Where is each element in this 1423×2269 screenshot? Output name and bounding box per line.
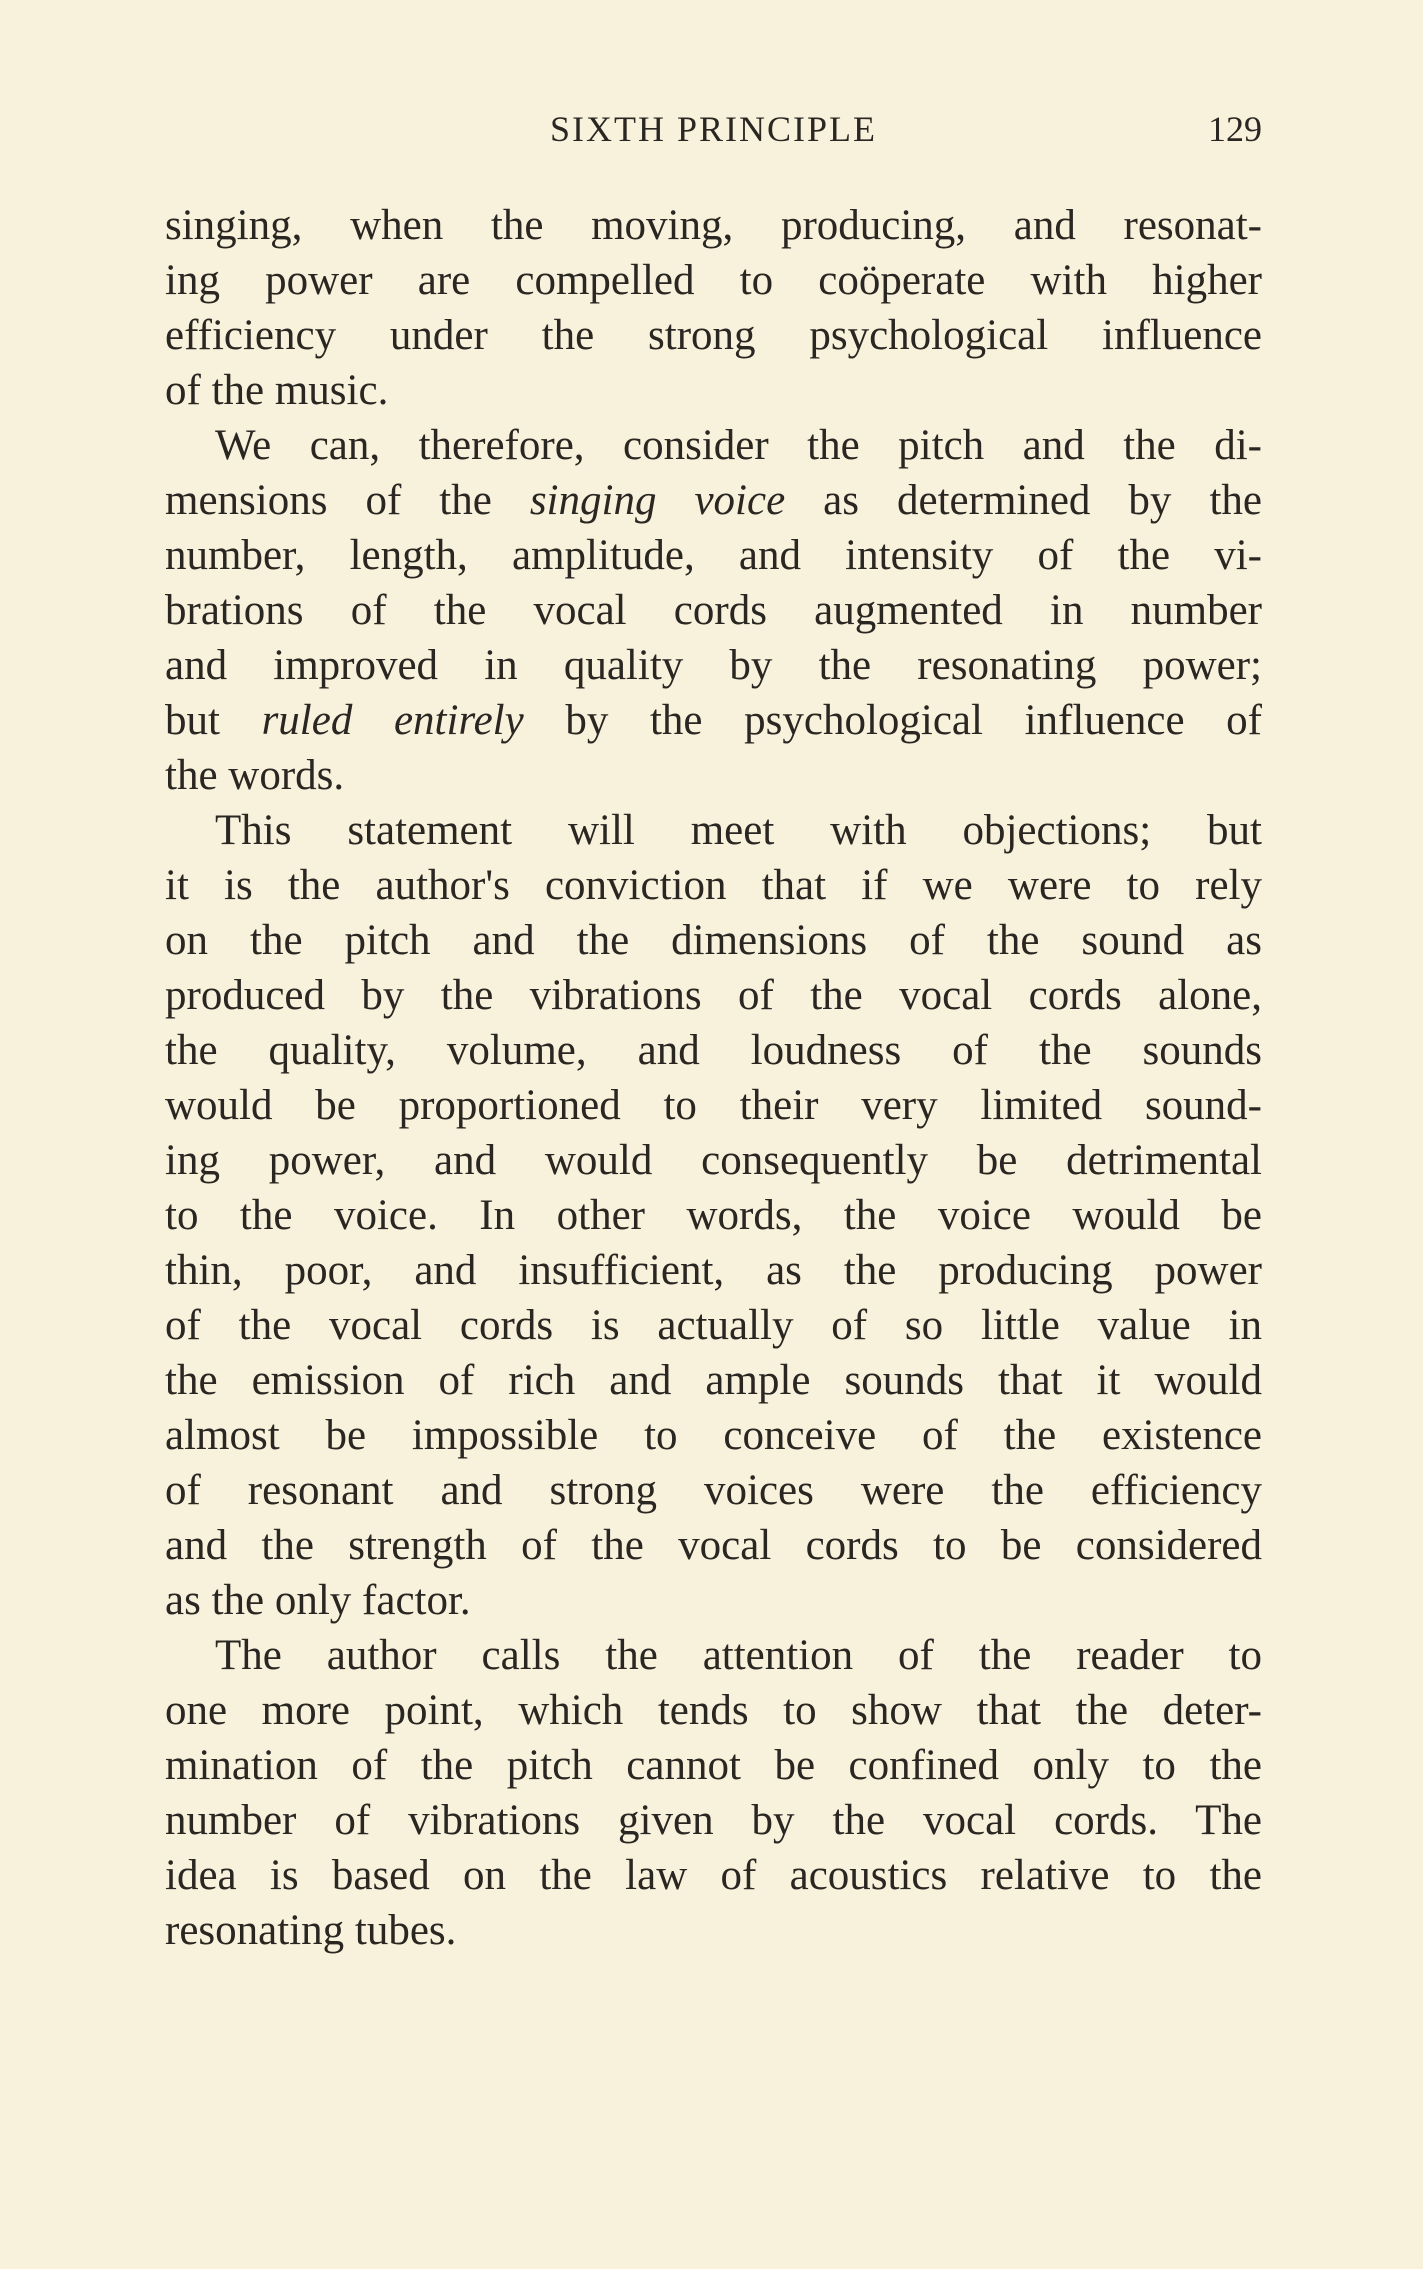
text-line: of resonant and strong voices were the efficiency: [165, 1467, 1262, 1514]
text-line: We can, therefore, consider the pitch and the di-: [215, 422, 1262, 469]
text-line: to the voice. In other words, the voice would be: [165, 1192, 1262, 1239]
text-line: [165, 473, 1262, 528]
text-line: [165, 693, 1262, 748]
text-line: the quality, volume, and loudness of the sounds: [165, 1027, 1262, 1074]
paragraph-1: [165, 198, 1262, 418]
text-line: of the vocal cords is actually of so little value in: [165, 1302, 1262, 1349]
text-line: one more point, which tends to show that the deter-: [165, 1687, 1262, 1734]
text-run: mensions of the: [165, 477, 530, 524]
text-line: it is the author's conviction that if we were to rely: [165, 862, 1262, 909]
text-line: number of vibrations given by the vocal cords. The: [165, 1797, 1262, 1844]
text-line: the emission of rich and ample sounds that it would: [165, 1357, 1262, 1404]
text-line: ing power, and would consequently be detrimental: [165, 1137, 1262, 1184]
text-line: the words.: [165, 752, 345, 799]
paragraph-3: [165, 803, 1262, 1628]
text-line: efficiency under the strong psychological influence: [165, 312, 1262, 359]
text-line: would be proportioned to their very limited sound-: [165, 1082, 1262, 1129]
text-line: and the strength of the vocal cords to be considered: [165, 1522, 1262, 1569]
text-line: This statement will meet with objections; but: [215, 807, 1262, 854]
text-line: on the pitch and the dimensions of the sound as: [165, 917, 1262, 964]
text-run: by the psychological influence of: [523, 697, 1262, 744]
page-number: 129: [1208, 109, 1262, 149]
text-run: but: [165, 697, 262, 744]
paragraph-2: [165, 418, 1262, 803]
text-line: brations of the vocal cords augmented in number: [165, 587, 1262, 634]
text-line: idea is based on the law of acoustics relative to the: [165, 1852, 1262, 1899]
text-line: singing, when the moving, producing, and resonat-: [165, 202, 1262, 249]
running-head: [165, 104, 1262, 154]
text-line: of the music.: [165, 367, 389, 414]
text-line: resonating tubes.: [165, 1907, 457, 1954]
text-line: thin, poor, and insufficient, as the producing power: [165, 1247, 1262, 1294]
text-line: ing power are compelled to coöperate with higher: [165, 257, 1262, 304]
running-title: SIXTH PRINCIPLE: [549, 109, 878, 149]
text-run: as determined by the: [785, 477, 1262, 524]
paragraph-4: [165, 1628, 1262, 1958]
text-line: as the only factor.: [165, 1577, 471, 1624]
text-line: mination of the pitch cannot be confined only to the: [165, 1742, 1262, 1789]
text-line: produced by the vibrations of the vocal cords alone,: [165, 972, 1262, 1019]
italic-term: ruled entirely: [261, 697, 524, 744]
text-line: number, length, amplitude, and intensity of the vi-: [165, 532, 1262, 579]
text-line: almost be impossible to conceive of the existence: [165, 1412, 1262, 1459]
text-line: and improved in quality by the resonating power;: [165, 642, 1262, 689]
italic-term: singing voice: [529, 477, 786, 524]
body-text: [165, 198, 1262, 1958]
text-line: The author calls the attention of the reader to: [215, 1632, 1262, 1679]
